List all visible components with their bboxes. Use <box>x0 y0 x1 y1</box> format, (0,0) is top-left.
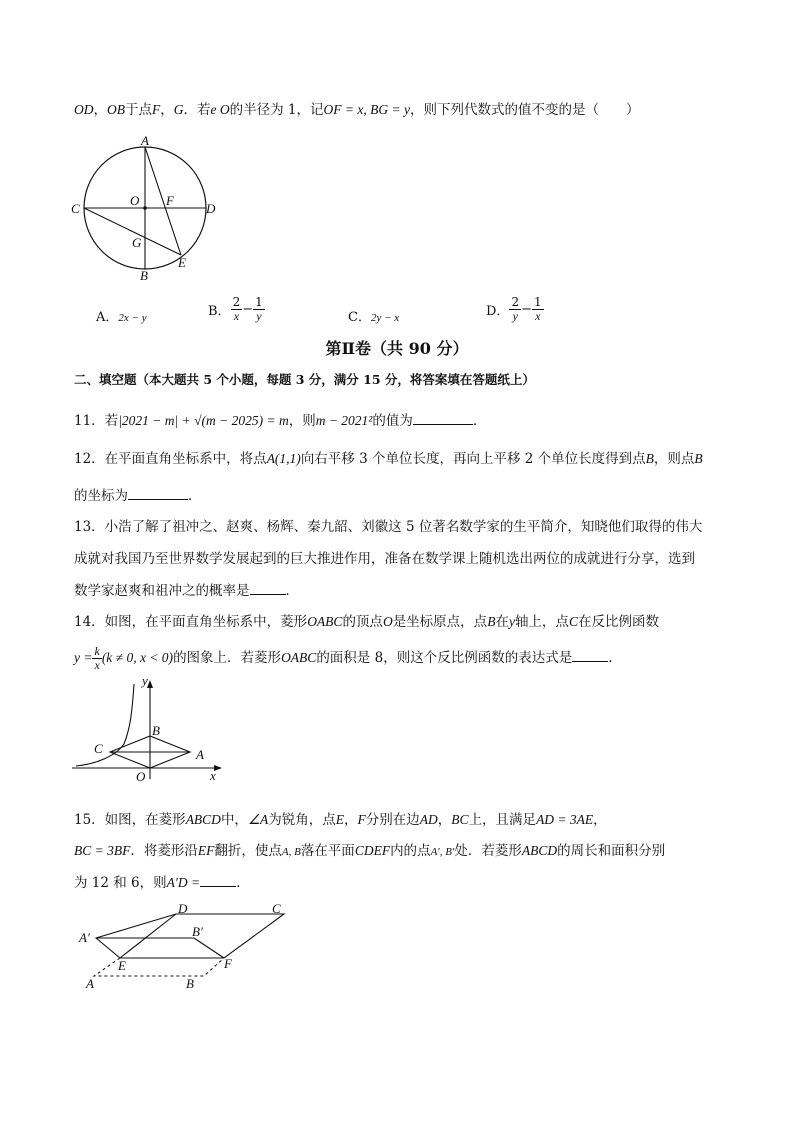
q10-sep: ， <box>93 102 107 118</box>
q15-l3a: 为 12 和 6，则 <box>74 875 167 891</box>
q14-line1 <box>74 612 659 632</box>
q15-aprime: A′, B′ <box>430 846 455 858</box>
q15-line1 <box>74 810 607 830</box>
q12-point: A(1,1) <box>266 451 301 466</box>
label-o: O <box>136 769 146 784</box>
label-e: E <box>178 255 186 270</box>
label-d: D <box>206 201 216 216</box>
q14-d: 在 <box>495 614 509 630</box>
q15-a: 15．如图，在菱形 <box>74 812 186 828</box>
label-e: E <box>118 958 126 973</box>
label-bprime: B′ <box>192 924 203 939</box>
q15-l2a: ．将菱形沿 <box>130 843 198 859</box>
q15-answer-blank[interactable] <box>200 872 236 887</box>
q14-f: 在反比例函数 <box>577 614 659 630</box>
label-d: D <box>178 904 188 916</box>
label-b: B <box>186 976 194 991</box>
q15-abcd: ABCD <box>185 812 221 827</box>
option-b-frac2 <box>253 296 265 323</box>
q13-line1: 13．小浩了解了祖冲之、赵爽、杨辉、秦九韶、刘徽这 5 位著名数学家的生平简介，知晓他们取得的伟大 <box>74 519 703 535</box>
q15-cdef: CDEF <box>354 843 391 858</box>
option-b-frac1 <box>231 296 243 323</box>
label-x: x <box>210 768 216 783</box>
label-a: A <box>196 747 204 762</box>
q10-od: OD <box>74 102 94 117</box>
y-arrow <box>147 680 153 688</box>
label-a: A <box>86 976 94 991</box>
q13-answer-blank[interactable] <box>250 580 286 595</box>
hyperbola <box>76 684 134 766</box>
q11-expr2: m − 2021² <box>315 413 373 428</box>
label-a: A <box>141 134 149 148</box>
q10-text: 于点 <box>125 102 152 118</box>
q15-eq1: AD = 3AE <box>536 812 594 827</box>
frac-num: 2 <box>232 295 241 309</box>
label-b: B <box>152 723 160 738</box>
q14-e: 轴上，点 <box>514 614 569 630</box>
q13-end: ． <box>285 583 299 599</box>
label-c: C <box>71 201 80 216</box>
label-f: F <box>224 956 232 971</box>
q11-end: ． <box>472 413 487 429</box>
q15-b: 中， <box>220 812 248 828</box>
q11-mid: ，则 <box>288 413 316 429</box>
q15-ad: AD <box>419 812 438 827</box>
original-position-dashed <box>94 958 224 976</box>
q15-ab: A, B <box>281 846 301 858</box>
q10-f: F <box>152 102 161 117</box>
q14-oabc: OABC <box>307 614 343 629</box>
minus: − <box>521 302 532 317</box>
q15-abcd2: ABCD <box>521 843 558 858</box>
q10-ob: OB <box>107 102 125 117</box>
q12-rest: 向右平移 3 个单位长度，再向上平移 2 个单位长度得到点 <box>300 451 646 467</box>
q15-g: 上，且满足 <box>468 812 537 828</box>
q12-answer-blank[interactable] <box>128 485 188 500</box>
q14-bpt: B <box>487 614 496 629</box>
q13-line3-text: 数学家赵爽和祖冲之的概率是 <box>74 583 250 599</box>
line-ed <box>120 914 176 958</box>
label-o: O <box>130 193 140 208</box>
option-d-frac1 <box>509 296 521 323</box>
q14-oabc2: OABC <box>281 650 317 665</box>
q14-cpt: C <box>568 614 578 629</box>
q15-l2f: 的周长和面积分别 <box>557 843 666 859</box>
q12-tail: ，则点 <box>653 451 695 467</box>
q15-h: ， <box>593 812 607 828</box>
q14-answer-blank[interactable] <box>572 647 608 662</box>
q14-y-eq: y = <box>74 650 93 665</box>
label-b: B <box>140 268 148 283</box>
q15-ef: EF <box>197 843 215 858</box>
q12-line1 <box>74 449 703 469</box>
q10-line1 <box>74 100 639 120</box>
folded-shape <box>96 914 284 958</box>
q14-o: O <box>382 614 393 629</box>
option-a-letter: A． <box>96 310 119 325</box>
label-c: C <box>94 741 103 756</box>
q15-f: F <box>357 812 366 827</box>
label-g: G <box>132 235 142 250</box>
part2-title: 第Ⅱ卷（共 90 分） <box>325 339 469 358</box>
q10-g: G <box>173 102 184 117</box>
q14-c: 是坐标原点，点 <box>392 614 488 630</box>
q15-line2 <box>74 841 665 862</box>
q15-c: 为锐角，点 <box>268 812 336 828</box>
q14-cond: (k ≠ 0, x < 0) <box>101 650 174 665</box>
q12-b1: B <box>645 451 654 466</box>
minus: − <box>242 302 254 317</box>
frac-den: x <box>535 309 541 323</box>
q15-end: ． <box>236 875 250 891</box>
section2-heading: 二、填空题（本大题共 5 个小题，每题 3 分，满分 15 分，将答案填在答题纸上） <box>74 372 535 387</box>
q10-vars: OF = x, BG = y <box>323 102 410 117</box>
q15-l2c: 落在平面 <box>300 843 355 859</box>
q15-eq3: A′D = <box>166 875 201 890</box>
q14-line2 <box>74 644 622 672</box>
label-aprime: A′ <box>79 930 90 945</box>
option-c-letter: C． <box>348 310 371 325</box>
q11-expr: |2021 − m| + √(m − 2025) = m <box>118 413 289 428</box>
q12-prefix: 12．在平面直角坐标系中，将点 <box>74 451 267 467</box>
q12-b2: B <box>694 451 703 466</box>
q11-answer-blank[interactable] <box>413 410 473 425</box>
frac-den: y <box>512 309 518 323</box>
q11-prefix: 11．若 <box>74 413 119 429</box>
q15-line3 <box>74 872 250 893</box>
q15-l2b: 翻折，使点 <box>214 843 282 859</box>
q10-question: ，则下列代数式的值不变的是（ ） <box>409 102 640 118</box>
option-a-expr: 2x − y <box>118 312 147 324</box>
q12-line2-text: 的坐标为 <box>74 488 128 504</box>
q14-frac <box>92 645 101 672</box>
q12-end: ． <box>188 488 202 504</box>
option-d-frac2 <box>532 296 544 323</box>
label-y: y <box>142 674 148 688</box>
q15-e: E <box>335 812 345 827</box>
option-d-letter: D． <box>486 304 510 319</box>
q13-line2: 成就对我国乃至世界数学发展起到的巨大推进作用，准备在数学课上随机选出两位的成就进行分享，选到 <box>74 551 695 567</box>
q15-edge: 分别在边 <box>365 812 420 828</box>
q10-option-c[interactable] <box>348 306 399 325</box>
frac-num: 1 <box>533 295 542 309</box>
q15-d: ， <box>344 812 358 828</box>
q11-suffix: 的值为 <box>372 413 413 429</box>
line-ae <box>145 147 181 255</box>
q15-sep: ， <box>437 812 452 828</box>
label-f: F <box>166 193 174 208</box>
option-c-expr: 2y − x <box>370 312 400 324</box>
frac-num: 1 <box>255 295 263 309</box>
q14-figure <box>66 674 236 786</box>
q10-circle-figure <box>66 134 226 284</box>
q10-option-b[interactable] <box>208 296 265 323</box>
q15-bc: BC <box>451 812 469 827</box>
frac-num: k <box>94 644 100 658</box>
q14-end: ． <box>608 650 622 666</box>
center-dot <box>143 206 147 210</box>
q11 <box>74 410 486 431</box>
q14-l2a: 的图象上．若菱形 <box>173 650 282 666</box>
q14-l2b: 的面积是 8，则这个反比例函数的表达式是 <box>316 650 573 666</box>
q14-b: 的顶点 <box>342 614 383 630</box>
q13-line3 <box>74 580 299 601</box>
q10-sep2: ， <box>160 102 174 118</box>
frac-den: x <box>94 658 100 672</box>
q12-line2 <box>74 485 202 506</box>
q15-l2e: 处．若菱形 <box>454 843 522 859</box>
q14-y: y <box>508 614 515 629</box>
q15-figure <box>74 904 304 996</box>
q10-text3: 的半径为 1，记 <box>229 102 324 118</box>
q15-eq2: BC = 3BF <box>74 843 131 858</box>
line-bprime-f <box>194 938 224 958</box>
q10-option-a[interactable] <box>96 306 147 325</box>
q15-angle: ∠A <box>247 812 269 827</box>
q10-circle-o: e O <box>210 102 230 117</box>
frac-den: y <box>256 309 262 323</box>
q10-text2: ．若 <box>183 102 211 118</box>
option-b-letter: B． <box>208 304 231 319</box>
q14-a: 14．如图，在平面直角坐标系中，菱形 <box>74 614 308 630</box>
frac-den: x <box>233 309 240 323</box>
label-c: C <box>272 904 281 916</box>
frac-num: 2 <box>511 295 520 309</box>
q15-l2d: 内的点 <box>390 843 431 859</box>
q10-option-d[interactable] <box>486 296 544 323</box>
